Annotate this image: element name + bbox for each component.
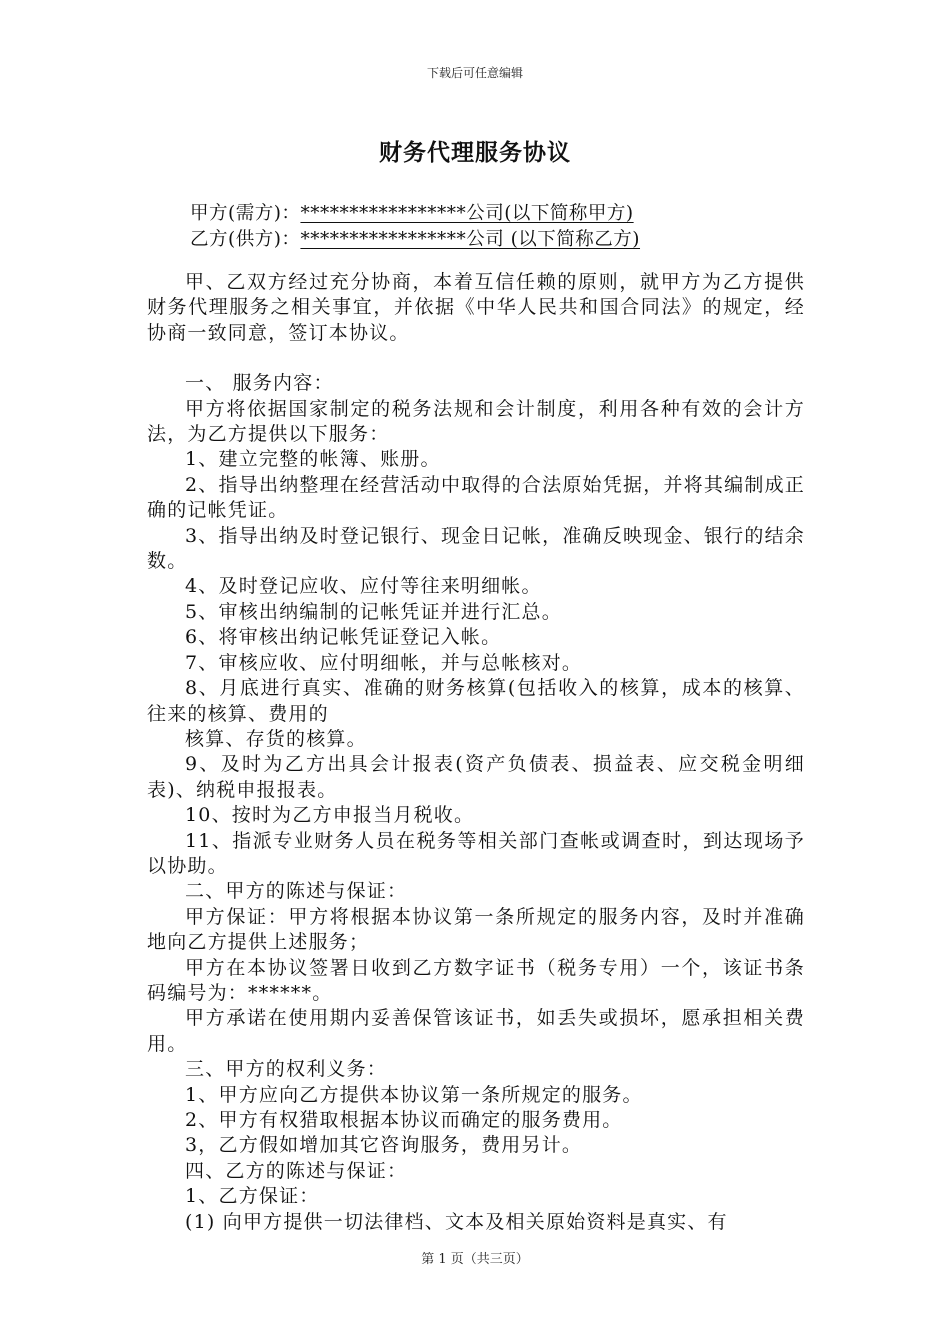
header-note: 下载后可任意编辑 bbox=[426, 66, 523, 80]
list-item-continuation: 核算、存货的核算。 bbox=[185, 727, 367, 750]
document-body bbox=[147, 270, 805, 1235]
paragraph: 甲方保证：甲方将根据本协议第一条所规定的服务内容，及时并准确地向乙方提供上述服务； bbox=[147, 905, 805, 954]
party-b-label: 乙方(供方)： bbox=[190, 229, 301, 250]
list-item: 9、及时为乙方出具会计报表(资产负债表、损益表、应交税金明细表)、纳税申报报表。 bbox=[147, 753, 805, 801]
section-heading-2: 二、甲方的陈述与保证： bbox=[185, 880, 408, 903]
list-item: 2、指导出纳整理在经营活动中取得的合法原始凭据，并将其编制成正确的记帐凭证。 bbox=[147, 473, 805, 522]
section-heading-4: 四、乙方的陈述与保证： bbox=[185, 1159, 408, 1182]
list-item: 6、将审核出纳记帐凭证登记入帐。 bbox=[185, 626, 502, 649]
parties-block bbox=[190, 201, 640, 253]
party-b-line bbox=[190, 227, 640, 253]
list-item: 1、甲方应向乙方提供本协议第一条所规定的服务。 bbox=[185, 1083, 643, 1106]
paragraph: 甲方承诺在使用期内妥善保管该证书，如丢失或损坏，愿承担相关费用。 bbox=[147, 1007, 805, 1055]
list-item: 7、审核应收、应付明细帐，并与总帐核对。 bbox=[185, 651, 583, 674]
paragraph: 甲方将依据国家制定的税务法规和会计制度，利用各种有效的会计方法，为乙方提供以下服务： bbox=[147, 397, 805, 446]
party-a-label: 甲方(需方)： bbox=[190, 203, 301, 224]
party-a-value: *****************公司(以下简称甲方) bbox=[300, 203, 634, 224]
list-item: 5、审核出纳编制的记帐凭证并进行汇总。 bbox=[185, 600, 562, 623]
page-footer: 第 1 页（共三页） bbox=[421, 1252, 529, 1267]
list-item: 4、及时登记应收、应付等往来明细帐。 bbox=[185, 575, 542, 598]
list-item: 10、按时为乙方申报当月税收。 bbox=[185, 804, 475, 827]
list-item: 8、月底进行真实、准确的财务核算(包括收入的核算，成本的核算、往来的核算、费用的 bbox=[147, 677, 805, 725]
list-item: 3、指导出纳及时登记银行、现金日记帐，准确反映现金、银行的结余数。 bbox=[147, 524, 805, 573]
document-title: 财务代理服务协议 bbox=[379, 140, 571, 166]
list-item: 3，乙方假如增加其它咨询服务，费用另计。 bbox=[185, 1134, 583, 1157]
intro-paragraph: 甲、乙双方经过充分协商，本着互信任赖的原则，就甲方为乙方提供财务代理服务之相关事宜，并依据《中华人民共和国合同法》的规定，经协商一致同意，签订本协议。 bbox=[147, 271, 805, 344]
list-item: (1) 向甲方提供一切法律档、文本及相关原始资料是真实、有 bbox=[185, 1210, 728, 1233]
section-heading-1: 一、 服务内容： bbox=[185, 372, 334, 395]
paragraph: 甲方在本协议签署日收到乙方数字证书（税务专用）一个，该证书条码编号为：******。 bbox=[147, 956, 805, 1004]
party-b-value: *****************公司 (以下简称乙方) bbox=[300, 229, 641, 250]
section-heading-3: 三、甲方的权利义务： bbox=[185, 1058, 388, 1081]
list-item: 11、指派专业财务人员在税务等相关部门查帐或调查时，到达现场予以协助。 bbox=[147, 829, 805, 877]
list-item: 1、建立完整的帐簿、账册。 bbox=[185, 448, 441, 471]
party-a-line bbox=[190, 201, 640, 227]
list-item: 2、甲方有权猎取根据本协议而确定的服务费用。 bbox=[185, 1109, 623, 1131]
list-item: 1、乙方保证： bbox=[185, 1185, 320, 1208]
